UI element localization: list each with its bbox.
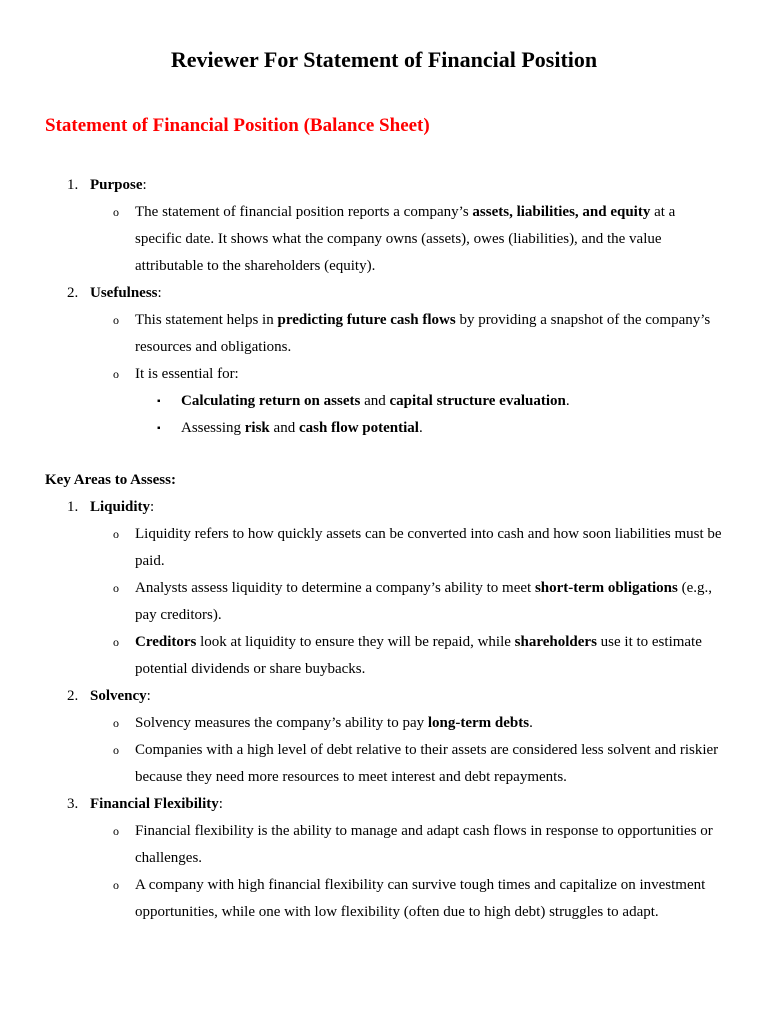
- bullet-marker: o: [113, 313, 119, 327]
- sub-bullet: [0, 710, 768, 737]
- sub-bullet: [0, 629, 768, 683]
- sub-bullet: [0, 361, 768, 388]
- bullet-text: .: [565, 393, 570, 409]
- label-colon: :: [157, 285, 162, 301]
- document-title: Reviewer For Statement of Financial Position: [170, 47, 598, 72]
- bullet-emphasis: capital structure evaluation: [389, 393, 566, 409]
- bullet-emphasis: predicting future cash flows: [277, 312, 456, 328]
- bullet-text: A company with high financial flexibility can survive tough times and capitalize on investment opportunities, while one with low flexibility (often due to high debt) struggles to adapt.: [135, 877, 706, 920]
- bullet-marker: o: [113, 743, 119, 757]
- item-label: Solvency: [90, 688, 147, 704]
- square-bullet-marker: ▪: [157, 396, 161, 407]
- sub-bullet: [0, 818, 768, 872]
- bullet-text: Financial flexibility is the ability to manage and adapt cash flows in response to opportunities or challenges.: [135, 823, 713, 866]
- sub-bullet: [0, 872, 768, 926]
- bullet-text: .: [418, 420, 423, 436]
- bullet-marker: o: [113, 205, 119, 219]
- bullet-marker: o: [113, 367, 119, 381]
- bullet-text: at a specific date. It shows what the company owns (assets), owes (liabilities), and the value attributable to the shareholders (equity).: [135, 204, 676, 274]
- list-item-liquidity: [0, 494, 768, 521]
- bullet-text: This statement helps in: [135, 312, 278, 328]
- bullet-text: look at liquidity to ensure they will be repaid, while: [196, 634, 515, 650]
- overview-list: [0, 172, 768, 442]
- bullet-text: Analysts assess liquidity to determine a company’s ability to meet: [135, 580, 535, 596]
- sub-bullet: [0, 307, 768, 361]
- sub-sub-bullet: [0, 388, 768, 415]
- item-label: Liquidity: [90, 499, 151, 515]
- square-bullet-marker: ▪: [157, 423, 161, 434]
- list-item-financial-flexibility: [0, 791, 768, 818]
- item-label: Purpose: [90, 177, 143, 193]
- bullet-text: (e.g., pay creditors).: [135, 580, 712, 623]
- list-number: 2.: [67, 688, 79, 704]
- bullet-marker: o: [113, 527, 119, 541]
- bullet-emphasis: risk: [244, 420, 270, 436]
- item-label: Financial Flexibility: [90, 796, 219, 812]
- label-colon: :: [146, 688, 151, 704]
- sub-bullet: [0, 737, 768, 791]
- bullet-emphasis: long-term debts: [427, 715, 530, 731]
- bullet-marker: o: [113, 878, 119, 892]
- bullet-text: Companies with a high level of debt relative to their assets are considered less solvent and riskier because they need more resources to meet interest and debt repayments.: [135, 742, 719, 785]
- bullet-text: Liquidity refers to how quickly assets can be converted into cash and how soon liabilities must be paid.: [135, 526, 722, 569]
- label-colon: :: [142, 177, 147, 193]
- bullet-marker: o: [113, 635, 119, 649]
- bullet-text: use it to estimate potential dividends or share buybacks.: [135, 634, 702, 677]
- bullet-text: Solvency measures the company’s ability to pay: [135, 715, 428, 731]
- bullet-text: Assessing: [181, 420, 245, 436]
- bullet-text: The statement of financial position reports a company’s: [135, 204, 473, 220]
- list-item-usefulness: [0, 280, 768, 307]
- sub-sub-bullet: [0, 415, 768, 442]
- key-areas-list: [0, 494, 768, 926]
- label-colon: :: [150, 499, 155, 515]
- list-item-solvency: [0, 683, 768, 710]
- list-item-purpose: [0, 172, 768, 199]
- sub-bullet: [0, 199, 768, 280]
- item-label: Usefulness: [90, 285, 158, 301]
- list-number: 3.: [67, 796, 79, 812]
- bullet-emphasis: assets, liabilities, and equity: [472, 204, 651, 220]
- sub-bullet: [0, 521, 768, 575]
- list-number: 1.: [67, 499, 79, 515]
- key-areas-heading: Key Areas to Assess:: [45, 472, 176, 488]
- bullet-marker: o: [113, 824, 119, 838]
- sub-bullet: [0, 575, 768, 629]
- bullet-text: .: [529, 715, 533, 731]
- bullet-text: by providing a snapshot of the company’s resources and obligations.: [135, 312, 711, 355]
- label-colon: :: [218, 796, 223, 812]
- bullet-emphasis: cash flow potential: [298, 420, 419, 436]
- bullet-emphasis: Calculating return on assets: [181, 393, 361, 409]
- list-number: 1.: [67, 177, 79, 193]
- bullet-text: It is essential for:: [135, 366, 239, 382]
- bullet-marker: o: [113, 581, 119, 595]
- section-title: Statement of Financial Position (Balance Sheet): [45, 115, 430, 136]
- bullet-text: and: [269, 420, 299, 436]
- bullet-text: and: [360, 393, 390, 409]
- list-number: 2.: [67, 285, 79, 301]
- bullet-emphasis: short-term obligations: [534, 580, 678, 596]
- bullet-emphasis: Creditors: [135, 634, 197, 650]
- bullet-marker: o: [113, 716, 119, 730]
- bullet-emphasis: shareholders: [514, 634, 597, 650]
